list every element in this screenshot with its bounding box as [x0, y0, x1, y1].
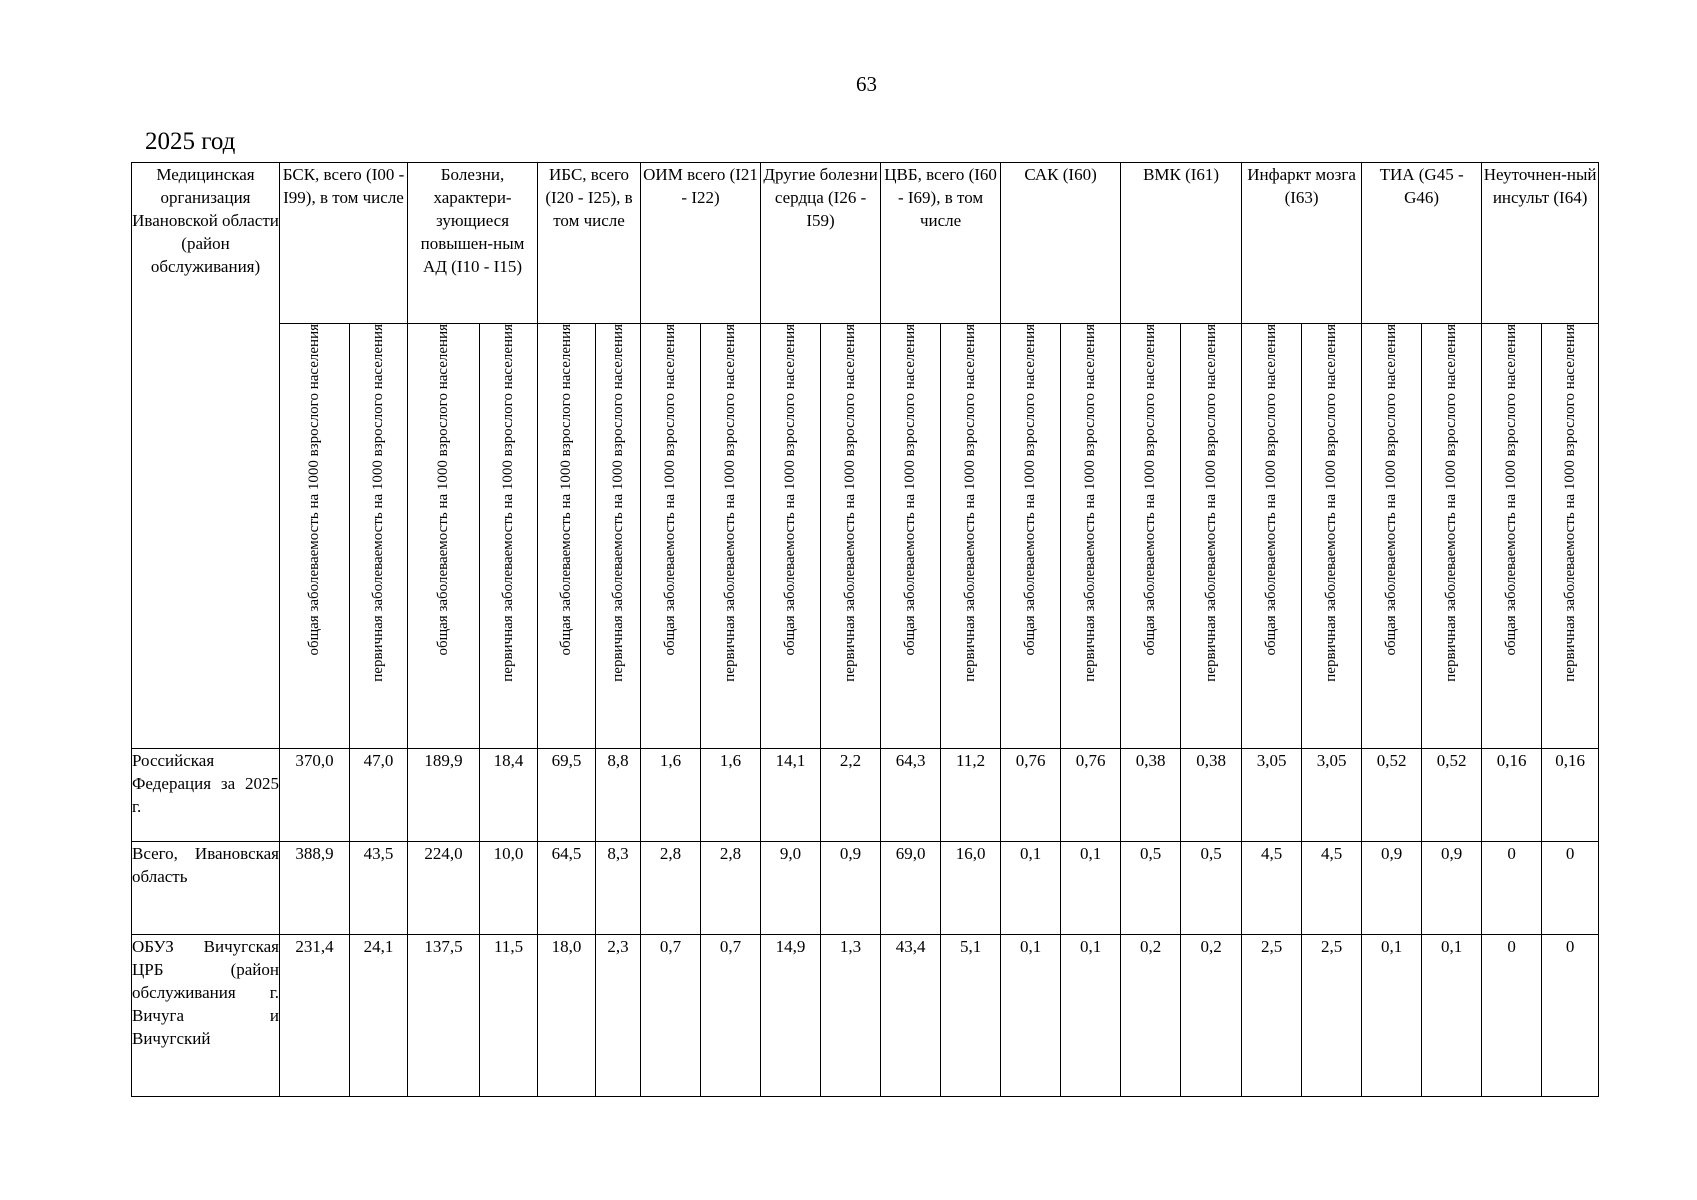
sub-header-total	[280, 324, 350, 749]
sub-header-primary	[701, 324, 761, 749]
value-cell: 0,1	[1001, 935, 1061, 1097]
sub-header-label: первичная заболеваемость на 1000 взрослого населения	[1561, 324, 1578, 682]
group-header: Инфаркт мозга (I63)	[1242, 163, 1362, 324]
value-cell: 16,0	[941, 842, 1001, 935]
group-header-row	[132, 163, 1599, 324]
sub-header-total	[408, 324, 480, 749]
value-cell: 2,8	[641, 842, 701, 935]
sub-header-label: общая заболеваемость на 1000 взрослого населения	[558, 324, 575, 656]
sub-header-primary	[1302, 324, 1362, 749]
value-cell: 9,0	[761, 842, 821, 935]
value-cell: 8,3	[596, 842, 641, 935]
value-cell: 4,5	[1302, 842, 1362, 935]
value-cell: 0	[1542, 842, 1599, 935]
sub-header-label: первичная заболеваемость на 1000 взрослого населения	[842, 324, 859, 682]
value-cell: 64,5	[538, 842, 596, 935]
sub-header-total	[881, 324, 941, 749]
value-cell: 18,0	[538, 935, 596, 1097]
value-cell: 0,2	[1121, 935, 1181, 1097]
sub-header-label: общая заболеваемость на 1000 взрослого населения	[1263, 324, 1280, 656]
value-cell: 0,5	[1181, 842, 1242, 935]
group-header: Другие болезни сердца (I26 - I59)	[761, 163, 881, 324]
value-cell: 0,16	[1542, 749, 1599, 842]
page-title: 2025 год	[145, 128, 236, 155]
page-number: 63	[856, 72, 877, 96]
sub-header-primary	[350, 324, 408, 749]
value-cell: 189,9	[408, 749, 480, 842]
group-header: САК (I60)	[1001, 163, 1121, 324]
value-cell: 18,4	[480, 749, 538, 842]
value-cell: 224,0	[408, 842, 480, 935]
sub-header-label: первичная заболеваемость на 1000 взрослого населения	[962, 324, 979, 682]
sub-header-total	[1001, 324, 1061, 749]
sub-header-primary	[1181, 324, 1242, 749]
group-header: Неуточнен-ный инсульт (I64)	[1482, 163, 1599, 324]
sub-header-primary	[1422, 324, 1482, 749]
value-cell: 0,1	[1362, 935, 1422, 1097]
group-header: ЦВБ, всего (I60 - I69), в том числе	[881, 163, 1001, 324]
sub-header-label: общая заболеваемость на 1000 взрослого населения	[306, 324, 322, 656]
value-cell: 0,1	[1061, 842, 1121, 935]
value-cell: 0,7	[701, 935, 761, 1097]
value-cell: 137,5	[408, 935, 480, 1097]
sub-header-label: общая заболеваемость на 1000 взрослого населения	[1022, 324, 1039, 656]
sub-header-primary	[1061, 324, 1121, 749]
value-cell: 0,1	[1422, 935, 1482, 1097]
sub-header-label: общая заболеваемость на 1000 взрослого населения	[1142, 324, 1159, 656]
value-cell: 0	[1542, 935, 1599, 1097]
value-cell: 24,1	[350, 935, 408, 1097]
value-cell: 0,7	[641, 935, 701, 1097]
org-name-cell: ОБУЗ Вичугская ЦРБ (район обслуживания г. Вичуга и Вичугский	[132, 935, 280, 1097]
sub-header-primary	[1542, 324, 1599, 749]
value-cell: 11,2	[941, 749, 1001, 842]
sub-header-label: первичная заболеваемость на 1000 взрослого населения	[1443, 324, 1460, 682]
sub-header-label: общая заболеваемость на 1000 взрослого населения	[435, 324, 452, 656]
sub-header-row	[132, 324, 1599, 749]
sub-header-primary	[821, 324, 881, 749]
org-name-cell: Всего, Ивановская область	[132, 842, 280, 935]
value-cell: 370,0	[280, 749, 350, 842]
value-cell: 0,1	[1001, 842, 1061, 935]
value-cell: 388,9	[280, 842, 350, 935]
sub-header-total	[1242, 324, 1302, 749]
value-cell: 14,9	[761, 935, 821, 1097]
value-cell: 0	[1482, 842, 1542, 935]
sub-header-label: первичная заболеваемость на 1000 взрослого населения	[500, 324, 517, 682]
value-cell: 4,5	[1242, 842, 1302, 935]
sub-header-label: первичная заболеваемость на 1000 взрослого населения	[1202, 324, 1219, 682]
value-cell: 0,9	[821, 842, 881, 935]
sub-header-total	[538, 324, 596, 749]
sub-header-total	[641, 324, 701, 749]
sub-header-label: общая заболеваемость на 1000 взрослого населения	[662, 324, 679, 656]
value-cell: 0,5	[1121, 842, 1181, 935]
value-cell: 3,05	[1302, 749, 1362, 842]
group-header: БСК, всего (I00 - I99), в том числе	[280, 163, 408, 324]
sub-header-label: первичная заболеваемость на 1000 взрослого населения	[370, 324, 386, 682]
value-cell: 64,3	[881, 749, 941, 842]
org-column-header: Медицинская организация Ивановской области (район обслуживания)	[132, 163, 280, 749]
value-cell: 0,16	[1482, 749, 1542, 842]
value-cell: 0,38	[1121, 749, 1181, 842]
value-cell: 0	[1482, 935, 1542, 1097]
value-cell: 8,8	[596, 749, 641, 842]
value-cell: 1,6	[641, 749, 701, 842]
sub-header-label: первичная заболеваемость на 1000 взрослого населения	[1323, 324, 1340, 682]
sub-header-label: первичная заболеваемость на 1000 взрослого населения	[609, 324, 626, 682]
value-cell: 0,9	[1422, 842, 1482, 935]
value-cell: 0,52	[1422, 749, 1482, 842]
value-cell: 69,0	[881, 842, 941, 935]
sub-header-label: общая заболеваемость на 1000 взрослого населения	[1503, 324, 1520, 656]
value-cell: 0,76	[1001, 749, 1061, 842]
value-cell: 0,1	[1061, 935, 1121, 1097]
value-cell: 0,38	[1181, 749, 1242, 842]
table-row	[132, 842, 1599, 935]
value-cell: 10,0	[480, 842, 538, 935]
value-cell: 231,4	[280, 935, 350, 1097]
value-cell: 1,3	[821, 935, 881, 1097]
value-cell: 0,52	[1362, 749, 1422, 842]
sub-header-total	[1121, 324, 1181, 749]
sub-header-primary	[480, 324, 538, 749]
value-cell: 5,1	[941, 935, 1001, 1097]
sub-header-label: общая заболеваемость на 1000 взрослого населения	[1383, 324, 1400, 656]
group-header: ОИМ всего (I21 - I22)	[641, 163, 761, 324]
value-cell: 2,2	[821, 749, 881, 842]
value-cell: 2,8	[701, 842, 761, 935]
value-cell: 14,1	[761, 749, 821, 842]
table-row	[132, 935, 1599, 1097]
value-cell: 3,05	[1242, 749, 1302, 842]
sub-header-primary	[941, 324, 1001, 749]
group-header: ИБС, всего (I20 - I25), в том числе	[538, 163, 641, 324]
value-cell: 69,5	[538, 749, 596, 842]
table-row	[132, 749, 1599, 842]
group-header: ТИА (G45 - G46)	[1362, 163, 1482, 324]
value-cell: 11,5	[480, 935, 538, 1097]
sub-header-label: общая заболеваемость на 1000 взрослого населения	[782, 324, 799, 656]
sub-header-label: общая заболеваемость на 1000 взрослого населения	[902, 324, 919, 656]
value-cell: 0,2	[1181, 935, 1242, 1097]
morbidity-table	[131, 162, 1599, 1097]
value-cell: 2,5	[1302, 935, 1362, 1097]
value-cell: 2,3	[596, 935, 641, 1097]
value-cell: 43,4	[881, 935, 941, 1097]
org-name-cell: Российская Федерация за 2025 г.	[132, 749, 280, 842]
group-header: ВМК (I61)	[1121, 163, 1242, 324]
value-cell: 47,0	[350, 749, 408, 842]
sub-header-primary	[596, 324, 641, 749]
sub-header-total	[1362, 324, 1422, 749]
sub-header-total	[1482, 324, 1542, 749]
value-cell: 0,9	[1362, 842, 1422, 935]
group-header: Болезни, характери-зующиеся повышен-ным АД (I10 - I15)	[408, 163, 538, 324]
sub-header-label: первичная заболеваемость на 1000 взрослого населения	[722, 324, 739, 682]
sub-header-label: первичная заболеваемость на 1000 взрослого населения	[1082, 324, 1099, 682]
value-cell: 2,5	[1242, 935, 1302, 1097]
value-cell: 1,6	[701, 749, 761, 842]
sub-header-total	[761, 324, 821, 749]
value-cell: 0,76	[1061, 749, 1121, 842]
value-cell: 43,5	[350, 842, 408, 935]
